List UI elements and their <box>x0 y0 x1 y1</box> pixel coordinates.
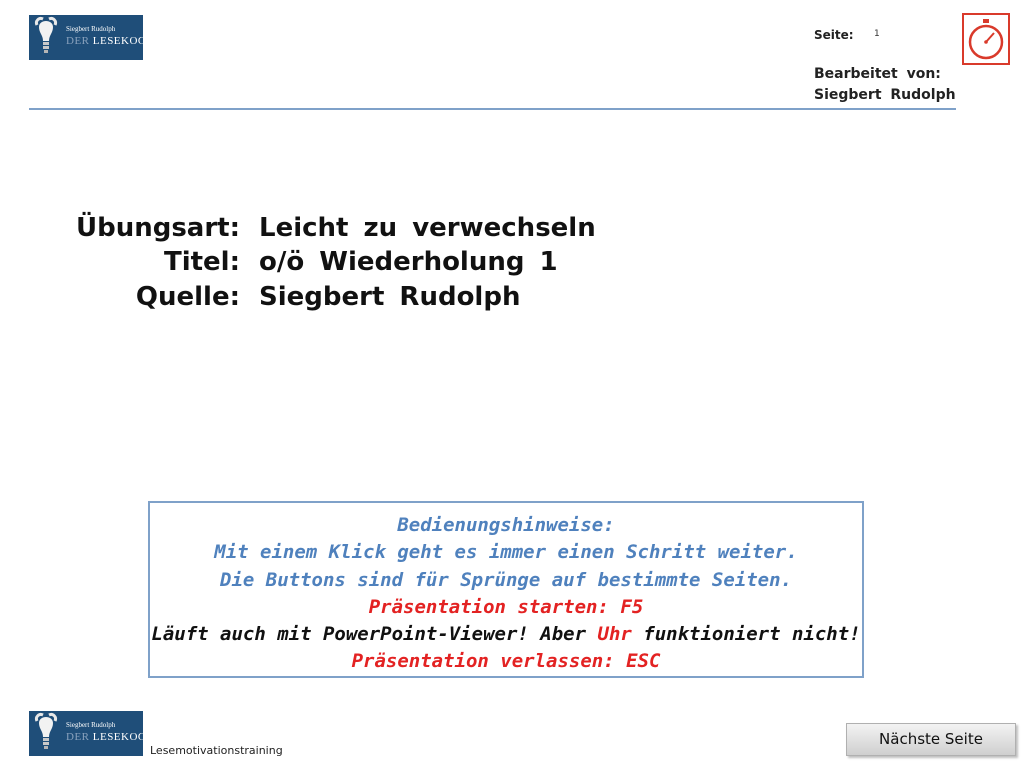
source-value: Siegbert Rudolph <box>259 282 521 312</box>
logo-brand <box>66 35 154 47</box>
lesekoch-logo <box>29 15 155 60</box>
logo-brand <box>66 731 154 743</box>
stopwatch-icon <box>964 15 1008 63</box>
logo-brand-prefix: DER <box>66 35 90 47</box>
editor-name: Siegbert Rudolph <box>814 87 956 103</box>
hint-viewer-text-end: funktioniert nicht! <box>631 623 861 646</box>
header-divider <box>29 108 956 110</box>
edited-by-label: Bearbeitet von: <box>814 66 941 82</box>
title-label: Titel: <box>163 247 240 277</box>
page-label: Seite: <box>814 28 854 42</box>
page-number: 1 <box>874 29 880 39</box>
lightbulb-icon <box>33 17 59 58</box>
hint-viewer <box>150 621 862 648</box>
hint-viewer-highlight: Uhr <box>597 623 632 646</box>
hints-heading: Bedienungshinweise: <box>397 514 615 536</box>
logo-brand-main: LESEKOCH <box>92 35 155 47</box>
source-label: Quelle: <box>135 282 240 312</box>
hint-exit-presentation: Präsentation verlassen: ESC <box>351 650 661 673</box>
logo-author: Siegbert Rudolph <box>66 25 116 33</box>
hint-line: Die Buttons sind für Sprünge auf bestimmte Seiten. <box>220 568 792 591</box>
timer-button[interactable] <box>962 13 1010 65</box>
hint-viewer-text: Läuft auch mit PowerPoint-Viewer! Aber <box>151 623 598 646</box>
exercise-type-value: Leicht zu verwechseln <box>259 213 596 243</box>
usage-hints-box <box>148 501 864 678</box>
next-page-button[interactable]: Nächste Seite <box>846 723 1016 756</box>
exercise-type-label: Übungsart: <box>75 213 240 243</box>
title-value: o/ö Wiederholung 1 <box>259 247 558 277</box>
lightbulb-icon <box>33 713 59 754</box>
hint-start-presentation: Präsentation starten: F5 <box>368 595 644 618</box>
footer-text: Lesemotivationstraining <box>150 744 283 757</box>
lesekoch-logo-footer <box>29 711 155 756</box>
hint-line: Mit einem Klick geht es immer einen Schritt weiter. <box>214 541 798 564</box>
logo-brand-main: LESEKOCH <box>92 731 155 743</box>
logo-author: Siegbert Rudolph <box>66 721 116 729</box>
logo-brand-prefix: DER <box>66 731 90 743</box>
